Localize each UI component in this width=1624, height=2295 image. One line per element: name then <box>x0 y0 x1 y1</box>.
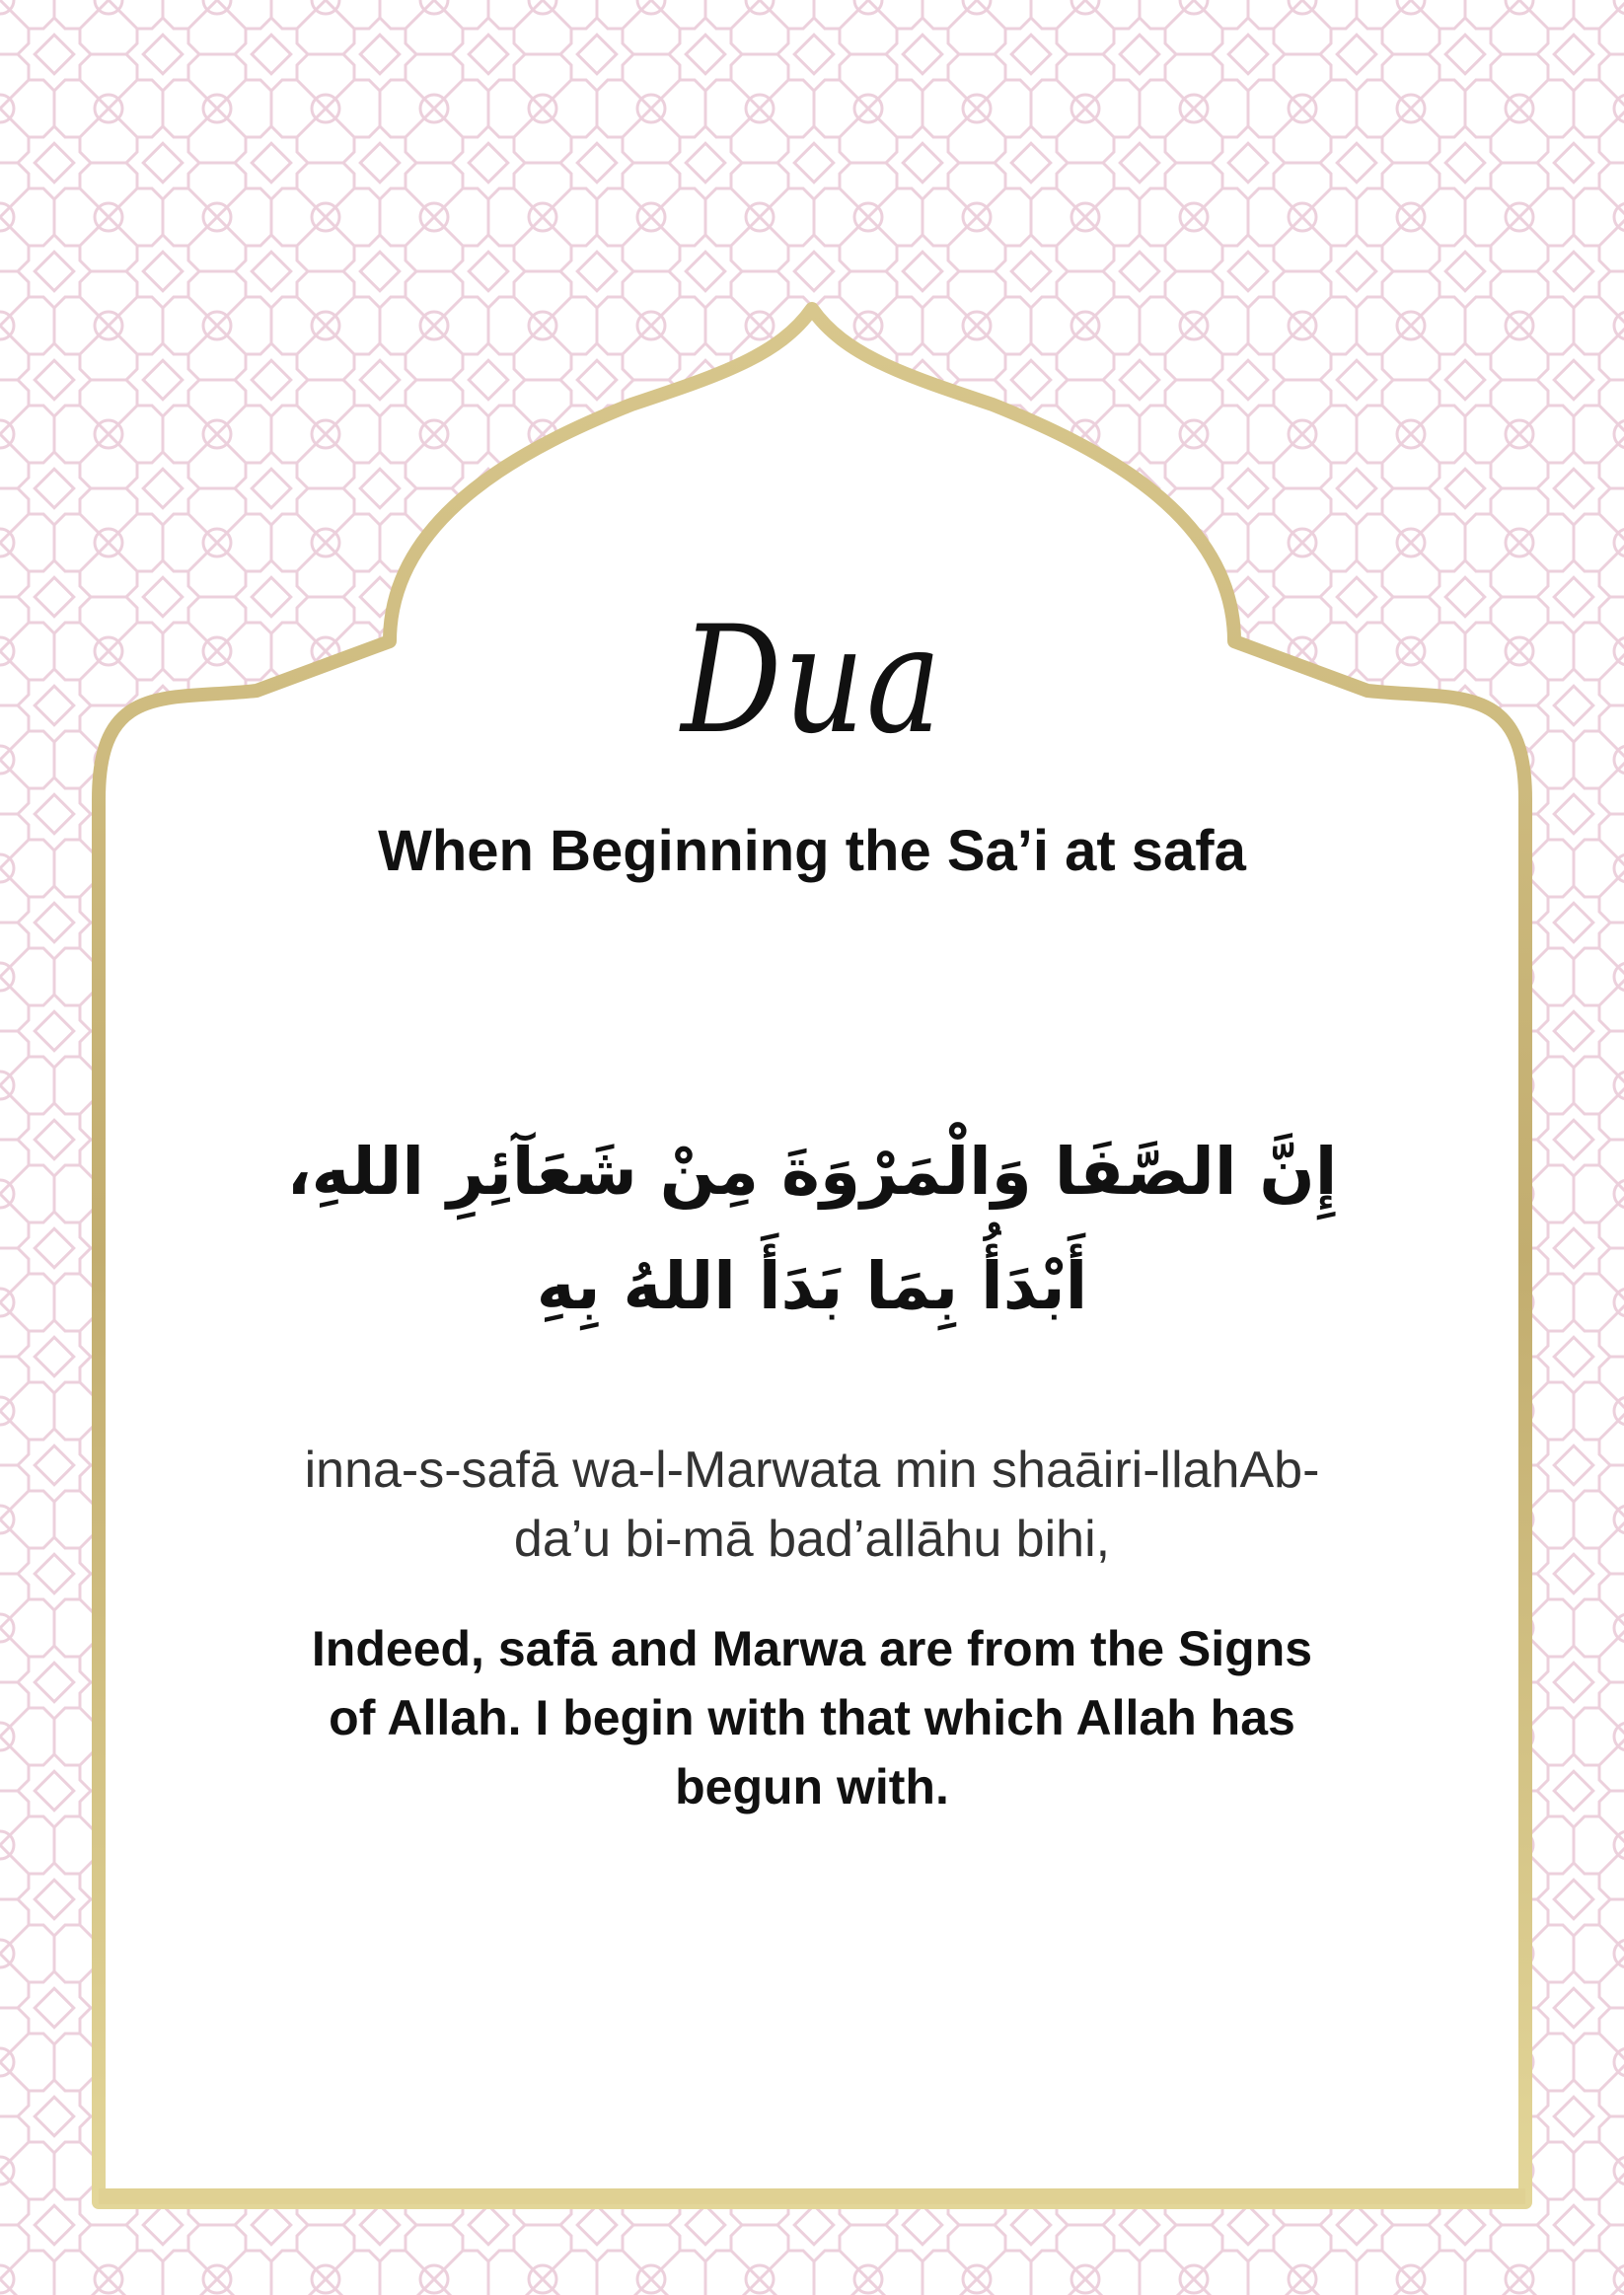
translation <box>266 1614 1358 1821</box>
arabic-line-2: أَبْدَأُ بِمَا بَدَأَ اللهُ بِهِ <box>536 1248 1088 1324</box>
arabic-line-1: إِنَّ الصَّفَا وَالْمَرْوَةَ مِنْ شَعَآئِرِ اللهِ، <box>286 1134 1338 1210</box>
transliteration-line-1: inna-s-safā wa-l-Marwata min shaāiri-llahAb- <box>304 1442 1320 1499</box>
translation-line-3: begun with. <box>675 1759 949 1814</box>
arabic-dua <box>247 1115 1377 1344</box>
script-title: Dua <box>681 595 943 767</box>
transliteration <box>247 1436 1377 1574</box>
translation-line-2: of Allah. I begin with that which Allah has <box>329 1690 1295 1745</box>
subtitle: When Beginning the Sa’i at safa <box>378 819 1246 883</box>
transliteration-line-2: da’u bi-mā bad’allāhu bihi, <box>513 1511 1111 1568</box>
translation-line-1: Indeed, safā and Marwa are from the Signs <box>311 1621 1313 1676</box>
